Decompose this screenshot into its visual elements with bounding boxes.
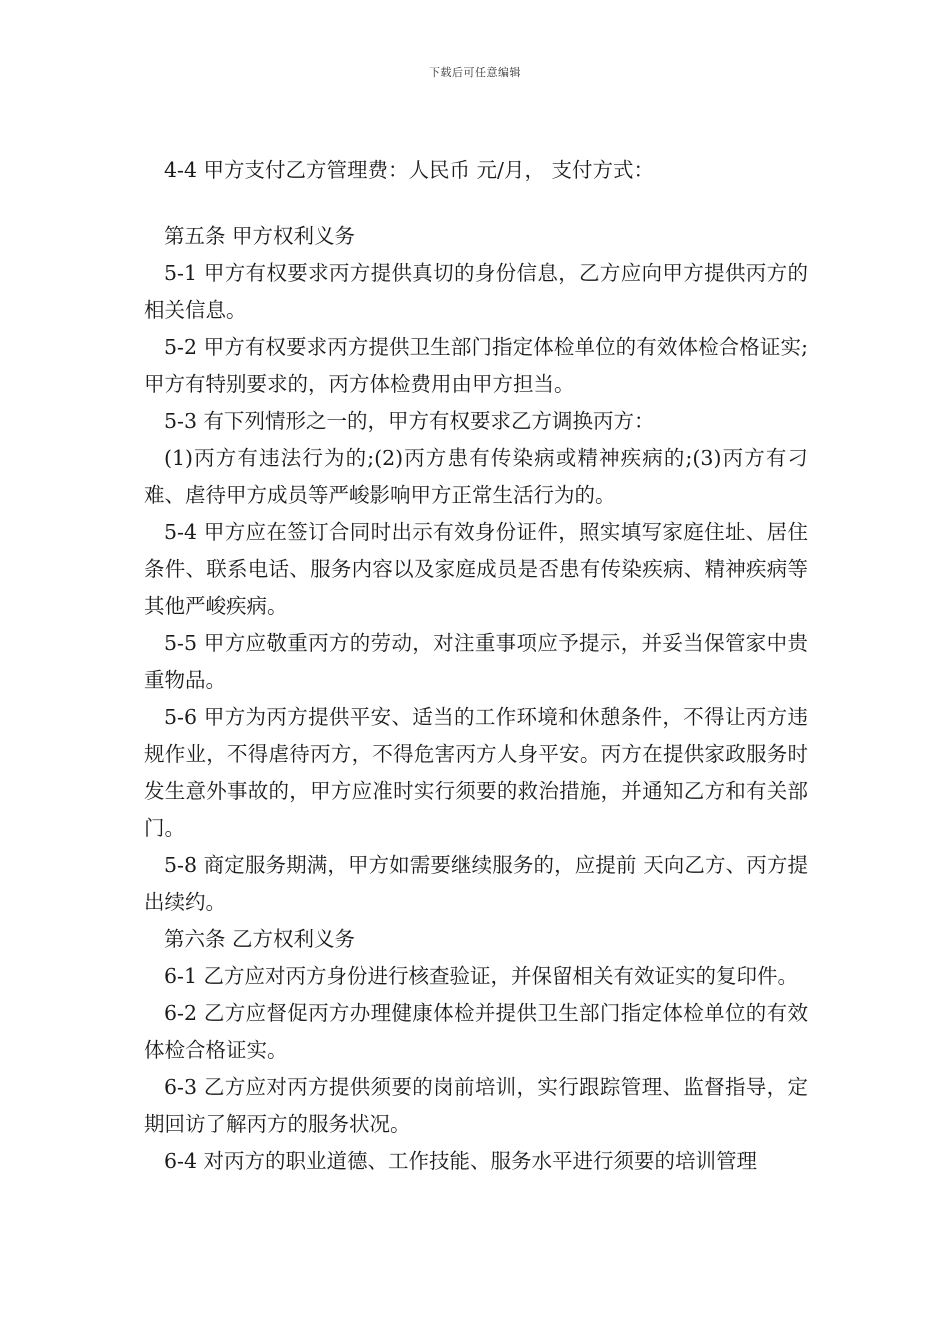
document-body bbox=[144, 152, 808, 1180]
clause-6-2: 6-2 乙方应督促丙方办理健康体检并提供卫生部门指定体检单位的有效体检合格证实。 bbox=[144, 1001, 808, 1062]
clause-5-3-items: (1)丙方有违法行为的;(2)丙方患有传染病或精神疾病的;(3)丙方有刁难、虐待甲方成员等严峻影响甲方正常生活行为的。 bbox=[144, 446, 808, 507]
clause-5-8: 5-8 商定服务期满，甲方如需要继续服务的，应提前 天向乙方、丙方提出续约。 bbox=[144, 853, 808, 914]
clause-5-2: 5-2 甲方有权要求丙方提供卫生部门指定体检单位的有效体检合格证实;甲方有特别要求的，丙方体检费用由甲方担当。 bbox=[144, 335, 808, 396]
clause-5-1: 5-1 甲方有权要求丙方提供真切的身份信息，乙方应向甲方提供丙方的相关信息。 bbox=[144, 261, 808, 322]
section-heading-6: 第六条 乙方权利义务 bbox=[164, 927, 356, 951]
clause-5-3: 5-3 有下列情形之一的，甲方有权要求乙方调换丙方： bbox=[164, 409, 655, 433]
clause-5-4: 5-4 甲方应在签订合同时出示有效身份证件，照实填写家庭住址、居住条件、联系电话、服务内容以及家庭成员是否患有传染疾病、精神疾病等其他严峻疾病。 bbox=[144, 520, 808, 618]
clause-6-3: 6-3 乙方应对丙方提供须要的岗前培训，实行跟踪管理、监督指导，定期回访了解丙方的服务状况。 bbox=[144, 1075, 808, 1136]
clause-5-6: 5-6 甲方为丙方提供平安、适当的工作环境和休憩条件，不得让丙方违规作业，不得虐待丙方，不得危害丙方人身平安。丙方在提供家政服务时发生意外事故的，甲方应准时实行须要的救治措施，并通知乙方和有关部门。 bbox=[144, 705, 808, 840]
clause-6-1: 6-1 乙方应对丙方身份进行核查验证，并保留相关有效证实的复印件。 bbox=[164, 964, 799, 988]
clause-5-5: 5-5 甲方应敬重丙方的劳动，对注重事项应予提示，并妥当保管家中贵重物品。 bbox=[144, 631, 808, 692]
section-heading-5: 第五条 甲方权利义务 bbox=[164, 224, 356, 248]
clause-6-4: 6-4 对丙方的职业道德、工作技能、服务水平进行须要的培训管理 bbox=[164, 1149, 758, 1173]
page-header-note: 下载后可任意编辑 bbox=[429, 66, 521, 79]
clause-4-4: 4-4 甲方支付乙方管理费：人民币 元/月， 支付方式： bbox=[164, 158, 654, 182]
